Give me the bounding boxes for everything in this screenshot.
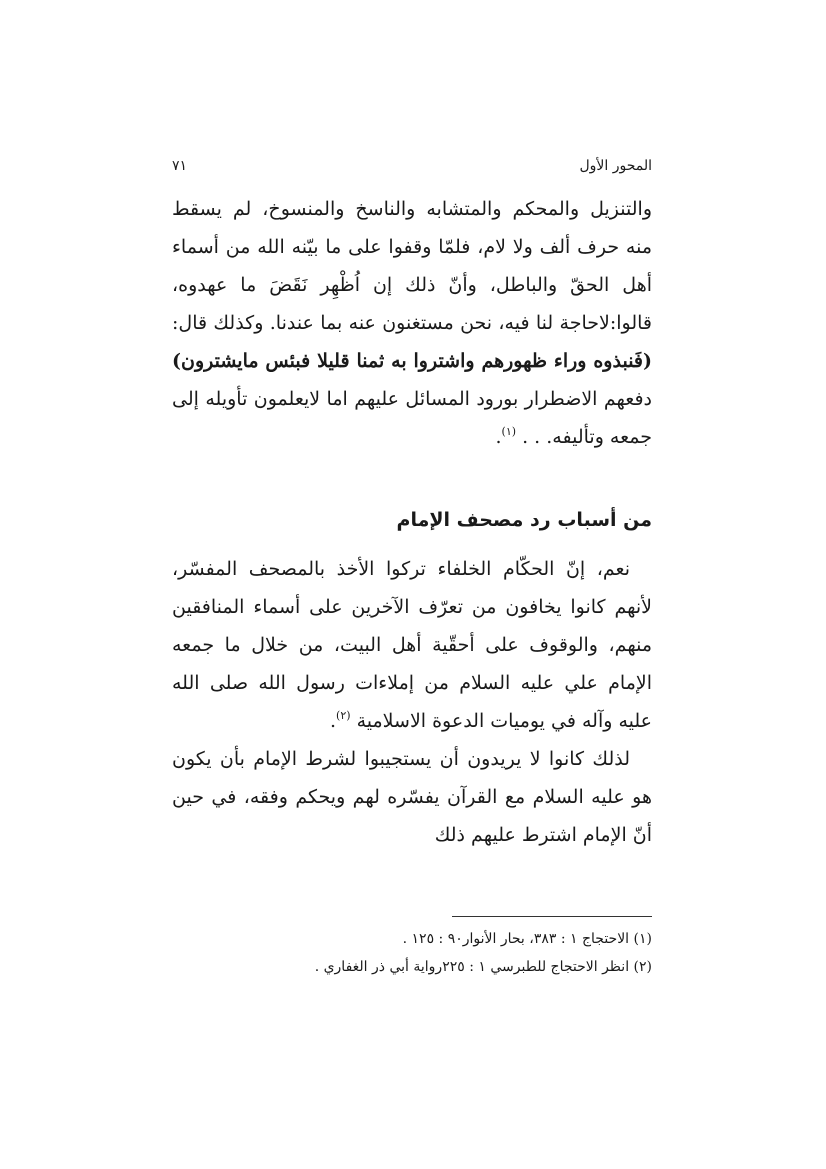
quran-quote: (فَنبذوه وراء ظهورهم واشتروا به ثمنا قليلا فبئس مايشترون)	[172, 350, 652, 372]
footnote-separator	[452, 916, 652, 917]
section-paragraph-1	[172, 550, 652, 740]
section-paragraph-1-text: نعم، إنّ الحكّام الخلفاء تركوا الأخذ بالمصحف المفسّر، لأنهم كانوا يخافون من تعرّف الآخرين على أسماء المنافقين منهم، والوقوف على أحقّية أهل البيت، من خلال ما جمعه الإمام علي عليه السلام من إملاءات رسول الله صلى الله عليه وآله في يوميات الدعوة الاسلامية	[172, 558, 652, 732]
paragraph-text-a: والتنزيل والمحكم والمتشابه والناسخ والمنسوخ، لم يسقط منه حرف ألف ولا لام، فلمّا وقفوا على ما بيّنه الله من أسماء أهل الحقّ والباطل، وأنّ ذلك إن اُظْهِر نَقَضَ ما عهدوه، قالوا:لاحاجة لنا فيه، نحن مستغنون عنه بما عندنا. وكذلك قال:	[172, 198, 652, 334]
section-paragraph-1-end: .	[329, 710, 337, 732]
book-page	[172, 158, 652, 981]
footnote-ref-2[interactable]: (٢)	[336, 709, 351, 722]
paragraph-text-b: دفعهم الاضطرار بورود المسائل عليهم اما لايعلمون تأويله إلى جمعه وتأليفه. . .	[172, 388, 652, 448]
footnote-1: (١) الاحتجاج ١ : ٣٨٣، بحار الأنوار٩٠ : ١٢٥ .	[402, 931, 652, 947]
running-header	[172, 158, 652, 190]
section-paragraph-2: لذلك كانوا لا يريدون أن يستجيبوا لشرط الإمام بأن يكون هو عليه السلام مع القرآن يفسّره لهم ويحكم وفقه، في حين أنّ الإمام اشترط عليهم ذلك	[172, 748, 652, 846]
footnote-ref-1[interactable]: (١)	[501, 425, 517, 438]
footnote-2: (٢) انظر الاحتجاج للطبرسي ١ : ٢٢٥رواية أبي ذر الغفاري .	[314, 959, 652, 975]
section-heading: من أسباب رد مصحف الإمام	[396, 509, 652, 531]
paragraph-continuation	[172, 190, 652, 456]
paragraph-end: .	[495, 426, 502, 448]
chapter-title: المحور الأول	[579, 158, 652, 174]
page-number: ٧١	[172, 158, 188, 174]
